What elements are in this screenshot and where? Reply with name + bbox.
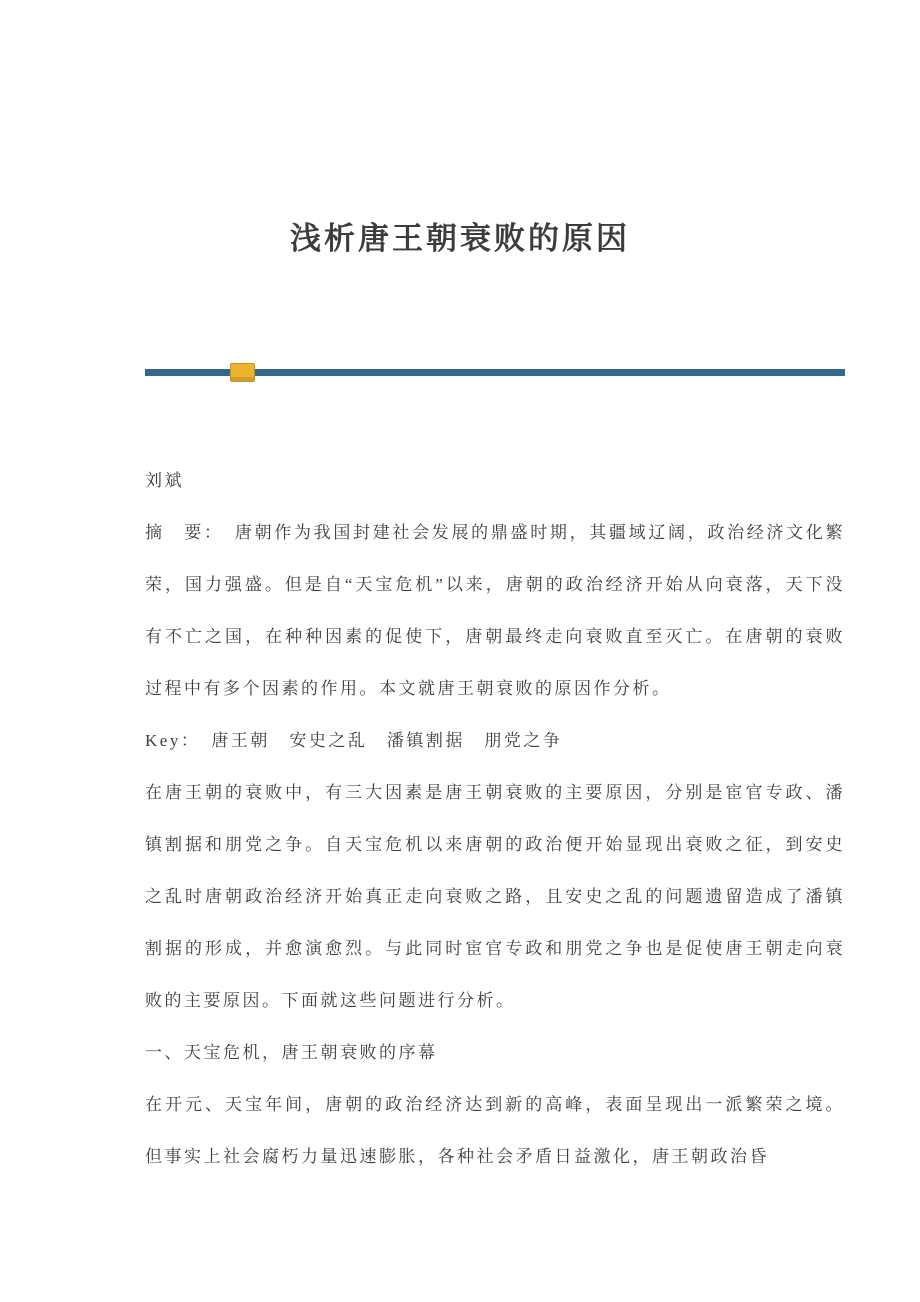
keywords-line: Key： 唐王朝 安史之乱 潘镇割据 朋党之争 bbox=[145, 731, 563, 750]
sticky-note-icon bbox=[230, 363, 255, 382]
abstract-paragraph: 摘 要： 唐朝作为我国封建社会发展的鼎盛时期，其疆域辽阔，政治经济文化繁荣，国力强盛。但是自“天宝危机”以来，唐朝的政治经济开始从向衰落，天下没有不亡之国，在种种因素的促使下，唐朝最终走向衰败直至灭亡。在唐朝的衰败过程中有多个因素的作用。本文就唐王朝衰败的原因作分析。 bbox=[145, 523, 845, 698]
body-paragraph: 在开元、天宝年间，唐朝的政治经济达到新的高峰，表面呈现出一派繁荣之境。但事实上社会腐朽力量迅速膨胀，各种社会矛盾日益激化，唐王朝政治昏 bbox=[145, 1095, 845, 1166]
body-paragraph: 在唐王朝的衰败中，有三大因素是唐王朝衰败的主要原因，分别是宦官专政、潘镇割据和朋党之争。自天宝危机以来唐朝的政治便开始显现出衰败之征，到安史之乱时唐朝政治经济开始真正走向衰败之路，且安史之乱的问题遗留造成了潘镇割据的形成，并愈演愈烈。与此同时宦官专政和朋党之争也是促使唐王朝走向衰败的主要原因。下面就这些问题进行分析。 bbox=[145, 783, 845, 1010]
page-title: 浅析唐王朝衰败的原因 bbox=[290, 221, 630, 256]
section-heading: 一、天宝危机，唐王朝衰败的序幕 bbox=[145, 1043, 438, 1062]
title-divider bbox=[145, 369, 845, 376]
author-name: 刘斌 bbox=[145, 471, 184, 490]
document-body bbox=[145, 455, 845, 1183]
